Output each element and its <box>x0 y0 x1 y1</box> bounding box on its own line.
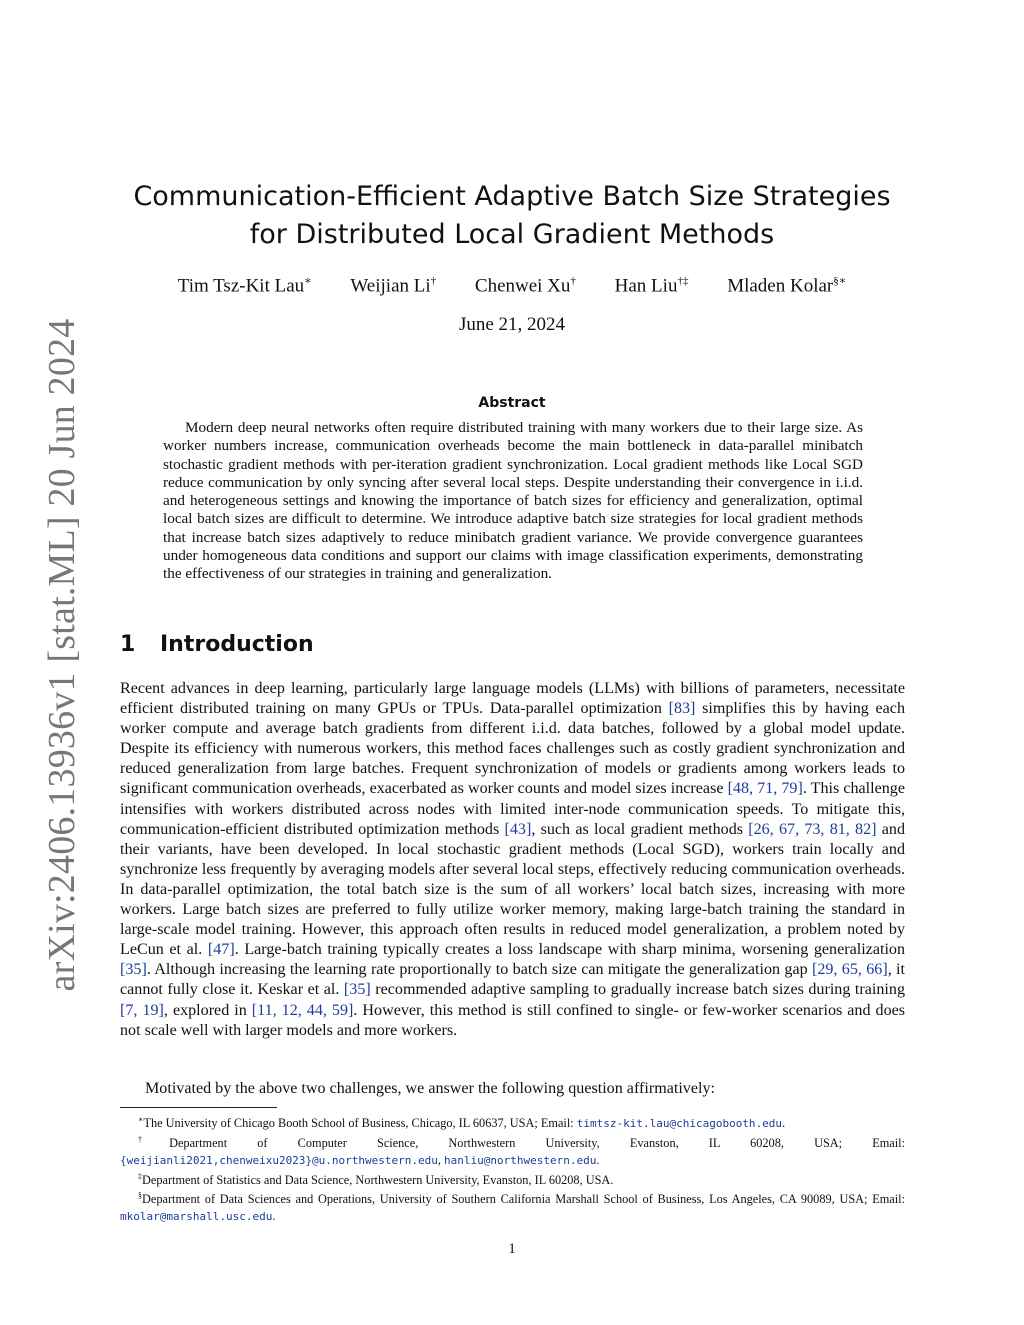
footnote-text: Department of Statistics and Data Science, Northwestern University, Evanston, IL 60208, USA. <box>142 1173 614 1188</box>
citation-link[interactable]: [11, 12, 44, 59] <box>251 1001 354 1019</box>
citation-link[interactable]: [7, 19] <box>120 1001 164 1019</box>
footnote-mark: § <box>138 1191 142 1201</box>
email-link[interactable]: mkolar@marshall.usc.edu <box>120 1209 273 1223</box>
author-name: Chenwei Xu <box>474 275 571 297</box>
citation-link[interactable]: [29, 65, 66] <box>811 961 888 979</box>
citation-link[interactable]: [43] <box>504 820 532 838</box>
email-link[interactable]: {weijianli2021,chenweixu2023}@u.northwestern.edu <box>120 1153 438 1167</box>
footnote-text: Department of Computer Science, Northwestern University, Evanston, IL 60208, USA; Email: <box>169 1136 906 1151</box>
footnote-mark: † <box>138 1135 170 1145</box>
footnote-divider <box>120 1107 277 1108</box>
intro-text: . This challenge intensifies with workers distributed across nodes with limited inter-node communication speeds. To mitigate this, communication-efficient distributed optimization methods <box>120 780 905 838</box>
title-line-2: for Distributed Local Gradient Methods <box>249 219 775 250</box>
section-title: Introduction <box>160 632 314 657</box>
footnote-mark: ‡ <box>138 1172 142 1182</box>
abstract-heading: Abstract <box>478 395 546 411</box>
footnote-text: Department of Data Sciences and Operations, University of Southern California Marshall School of Business, Los Angeles, CA 90089, USA; Email: <box>142 1192 905 1207</box>
author-affiliation-mark: §∗ <box>833 275 847 287</box>
footnote-end: . <box>782 1116 786 1131</box>
intro-text: simplifies this by having each worker compute and average batch gradients from different i.i.d. data batches, followed by a global model update. Despite its efficiency with numerous workers, this method faces challenges such as costly gradient synchronization and reduced generalization from large batches. Frequent synchronization of models or gradients among workers leads to significant communication overheads, exacerbated as worker counts and model sizes increase <box>120 700 905 798</box>
author <box>615 275 689 297</box>
email-link[interactable]: timtsz-kit.lau@chicagobooth.edu <box>576 1117 783 1131</box>
author-name: Weijian Li <box>350 275 431 297</box>
arxiv-identifier-stamp: arXiv:2406.13936v1 [stat.ML] 20 Jun 2024 <box>41 318 83 992</box>
author <box>475 275 576 297</box>
citation-link[interactable]: [83] <box>668 700 696 718</box>
author-affiliation-mark: †‡ <box>677 275 689 287</box>
footnote-mark: ∗ <box>138 1115 144 1124</box>
introduction-paragraph <box>120 679 905 1041</box>
citation-link[interactable]: [48, 71, 79] <box>727 780 803 798</box>
footnotes <box>120 1112 905 1225</box>
intro-text: . Large-batch training typically creates a loss landscape with sharp minima, worsening generalization <box>234 941 906 959</box>
intro-text: . However, this method is still confined to single- or few-worker scenarios and does not scale well with larger models and more workers. <box>120 1001 906 1039</box>
author-list <box>0 274 1024 297</box>
intro-text: , such as local gradient methods <box>531 820 749 838</box>
footnote-end: . <box>596 1152 600 1167</box>
author <box>350 275 436 297</box>
abstract-text: Modern deep neural networks often require distributed training with many workers due to their large size. As worker numbers increase, communication overheads become the main bottleneck in data-parallel minibatch stochastic gradient methods with per-iteration gradient synchronization. Local gradient methods like Local SGD reduce communication by only syncing after several local steps. Despite understanding their convergence in i.i.d. and heterogeneous settings and knowing the importance of batch sizes for efficiency and generalization, optimal local batch sizes are difficult to determine. We introduce adaptive batch size strategies for local gradient methods that increase batch sizes adaptively to reduce minibatch gradient variance. We provide convergence guarantees under homogeneous data conditions and support our claims with image classification experiments, demonstrating the effectiveness of our strategies in training and generalization. <box>163 419 863 583</box>
author <box>727 274 846 297</box>
citation-link[interactable]: [47] <box>207 941 235 959</box>
footnote <box>120 1188 905 1225</box>
footnote <box>120 1112 905 1132</box>
author-affiliation-mark: ∗ <box>304 275 312 287</box>
author <box>178 274 312 297</box>
intro-text: Recent advances in deep learning, particularly large language models (LLMs) with billions of parameters, necessitate efficient distributed training on many GPUs or TPUs. Data-parallel optimization <box>120 680 905 718</box>
intro-text: , it cannot fully close it. Keskar et al. <box>120 961 906 999</box>
paper-title <box>0 178 1024 254</box>
author-name: Han Liu <box>614 275 678 297</box>
section-number: 1 <box>120 632 136 657</box>
citation-link[interactable]: [26, 67, 73, 81, 82] <box>748 820 877 838</box>
intro-text: , explored in <box>163 1001 252 1019</box>
motivation-paragraph: Motivated by the above two challenges, we answer the following question affirmatively: <box>145 1080 715 1097</box>
footnote-end: . <box>272 1208 276 1223</box>
footnote <box>120 1169 905 1188</box>
intro-text: recommended adaptive sampling to gradually increase batch sizes during training <box>370 981 905 999</box>
author-name: Tim Tsz-Kit Lau <box>177 275 305 297</box>
title-line-1: Communication-Efficient Adaptive Batch Size Strategies <box>133 181 891 212</box>
email-link[interactable]: hanliu@northwestern.edu <box>444 1153 597 1167</box>
intro-text: . Although increasing the learning rate proportionally to batch size can mitigate the generalization gap <box>146 961 812 979</box>
footnote-separator: , <box>437 1152 445 1167</box>
author-affiliation-mark: † <box>570 275 576 287</box>
author-affiliation-mark: † <box>430 275 437 287</box>
publication-date: June 21, 2024 <box>458 314 566 335</box>
intro-text: and their variants, have been developed. In local stochastic gradient methods (Local SGD), workers train locally and synchronize less frequently by averaging models after several local steps, effectively reducing communication overheads. In data-parallel optimization, the total batch size is the sum of all workers’ local batch sizes, increasing with more workers. Large batch sizes are preferred to fully utilize worker memory, making large-batch training the standard in large-scale model training. However, this approach often results in reduced model generalization, a problem noted by LeCun et al. <box>120 820 905 959</box>
citation-link[interactable]: [35] <box>343 981 371 999</box>
section-heading <box>120 632 314 657</box>
footnote <box>120 1132 905 1169</box>
page-number: 1 <box>508 1241 516 1257</box>
footnote-text: The University of Chicago Booth School of Business, Chicago, IL 60637, USA; Email: <box>143 1116 577 1131</box>
citation-link[interactable]: [35] <box>120 961 147 979</box>
author-name: Mladen Kolar <box>727 275 834 297</box>
